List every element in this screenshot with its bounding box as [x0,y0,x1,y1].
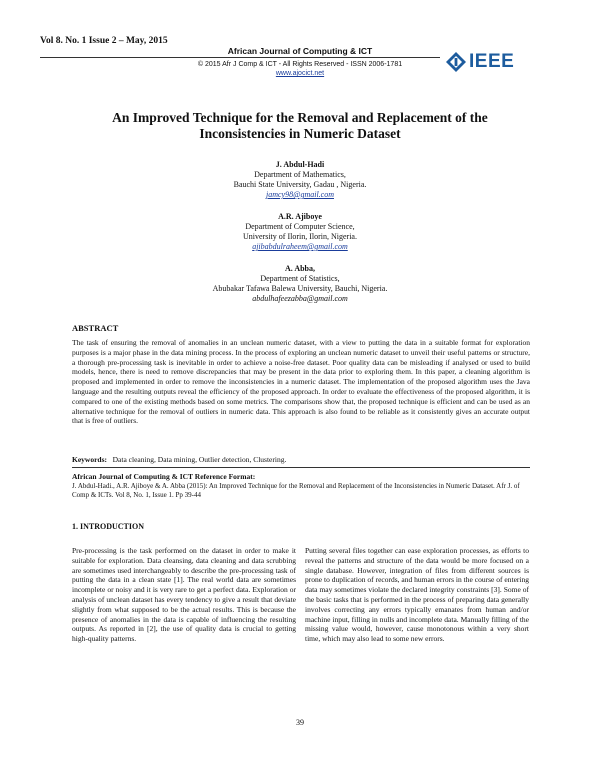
keywords-line [72,455,530,464]
keywords-divider [72,467,530,468]
introduction-right-column: Putting several files together can ease exploration processes, as efforts to reveal the patterns and structure of the data would be more focused on a single database. However, integration of files from different sources is prone to duplication of records, and human errors in the course of entering data may sometimes violate the declared integrity constraints [3]. Some of the basic tasks that is performed in the process of preparing data generally involves correcting any errors typically emanates from human and/or machine input, filling in nulls and incomplete data. Manually filling of the missing value would, however, cause monotonous within a very short time, which may also lead to some new errors. [305,546,529,644]
introduction-left-column: Pre-processing is the task performed on the dataset in order to make it suitable for exploration. Data cleansing, data cleaning and data scrubbing are sometimes used interchangeably to describe the pre-processing task of putting the data in a clean state [1]. The real world data are sometimes incomplete or noisy and it is very rare to get a perfect data. Exploration or analysis of unclean dataset has every tendency to give a result that deviate slightly from what supposed to be the actual results. This is because the presence of anomalies in the data is capable of influencing the resulting outputs. As reported in [2], the use of quality data is crucial to getting high-quality patterns. [72,546,296,644]
author-name: A.R. Ajiboye [278,212,322,221]
author-email-link[interactable]: ajibabdulraheem@gmail.com [252,242,348,251]
author-email: abdulhafeezabba@gmail.com [252,294,348,303]
author-department: Department of Statistics, [260,274,340,283]
author-block-3 [0,264,600,304]
reference-format-heading: African Journal of Computing & ICT Reference Format: [72,472,256,481]
journal-website-link[interactable]: www.ajocict.net [275,70,325,77]
reference-format-block [72,472,530,501]
author-institution: Abubakar Tafawa Balewa University, Bauchi, Nigeria. [212,284,388,293]
author-email-link[interactable]: jamcy98@gmail.com [265,190,334,199]
reference-format-text: J. Abdul-Hadi., A.R. Ajiboye & A. Abba (2015): An Improved Technique for the Removal and Replacement of the Inconsistencies in Numeric Dataset. Afr J. of Comp & ICTs. Vol 8, No. 1, Issue 1. Pp 39-44 [72,481,520,499]
author-department: Department of Mathematics, [254,170,346,179]
copyright-line: © 2015 Afr J Comp & ICT - All Rights Reserved - ISSN 2006-1781 [197,61,403,68]
volume-info: Vol 8. No. 1 Issue 2 – May, 2015 [40,36,168,46]
author-department: Department of Computer Science, [245,222,355,231]
journal-name: African Journal of Computing & ICT [227,46,373,56]
header-divider [40,57,440,58]
ieee-diamond-icon [445,51,467,73]
keywords-label: Keywords: [72,455,107,464]
page-number: 39 [296,718,304,727]
author-name: J. Abdul-Hadi [275,160,325,169]
ieee-logo [445,50,565,74]
author-block-1 [0,160,600,200]
author-institution: University of Ilorin, Ilorin, Nigeria. [243,232,357,241]
keywords-text: Data cleaning, Data mining, Outlier detection, Clustering. [112,455,287,464]
ieee-logo-text: IEEE [469,51,515,72]
paper-title: An Improved Technique for the Removal and Replacement of the Inconsistencies in Numeric Dataset [112,110,488,141]
abstract-heading: ABSTRACT [72,323,119,333]
abstract-text: The task of ensuring the removal of anomalies in an unclean numeric dataset, with a view to putting the data in a suitable format for exploration purposes is a major phase in the data mining process. In the process of exploring an unclean numeric dataset to unveil their useful patterns or structure, a thorough pre-processing task is inevitable in order to achieve a noise-free dataset. Poor quality data can be misleading if analysed or used to build models, hence, there is need to remove discrepancies that may be present in the data prior to exploring them. In this paper, a cleaning algorithm is proposed and implemented in order to remove the inconsistencies in a numeric dataset. The implementation of the proposed algorithm uses the Java language and the resulting outputs reveal the efficiency of the proposed approach. In order to evaluate the effectiveness of the proposed algorithm, it is compared to one of the existing methods based on some metrics. The comparisons show that, the proposed technique is efficient and can be used as an alternative technique for the removal of outliers in numeric data. This approach is also found to be reliable as it consistently gives an accurate output that is free of outliers. [72,338,530,426]
author-institution: Bauchi State University, Gadau , Nigeria. [233,180,367,189]
author-name: A. Abba, [284,264,315,273]
introduction-heading: 1. INTRODUCTION [72,522,145,531]
author-block-2 [0,212,600,252]
